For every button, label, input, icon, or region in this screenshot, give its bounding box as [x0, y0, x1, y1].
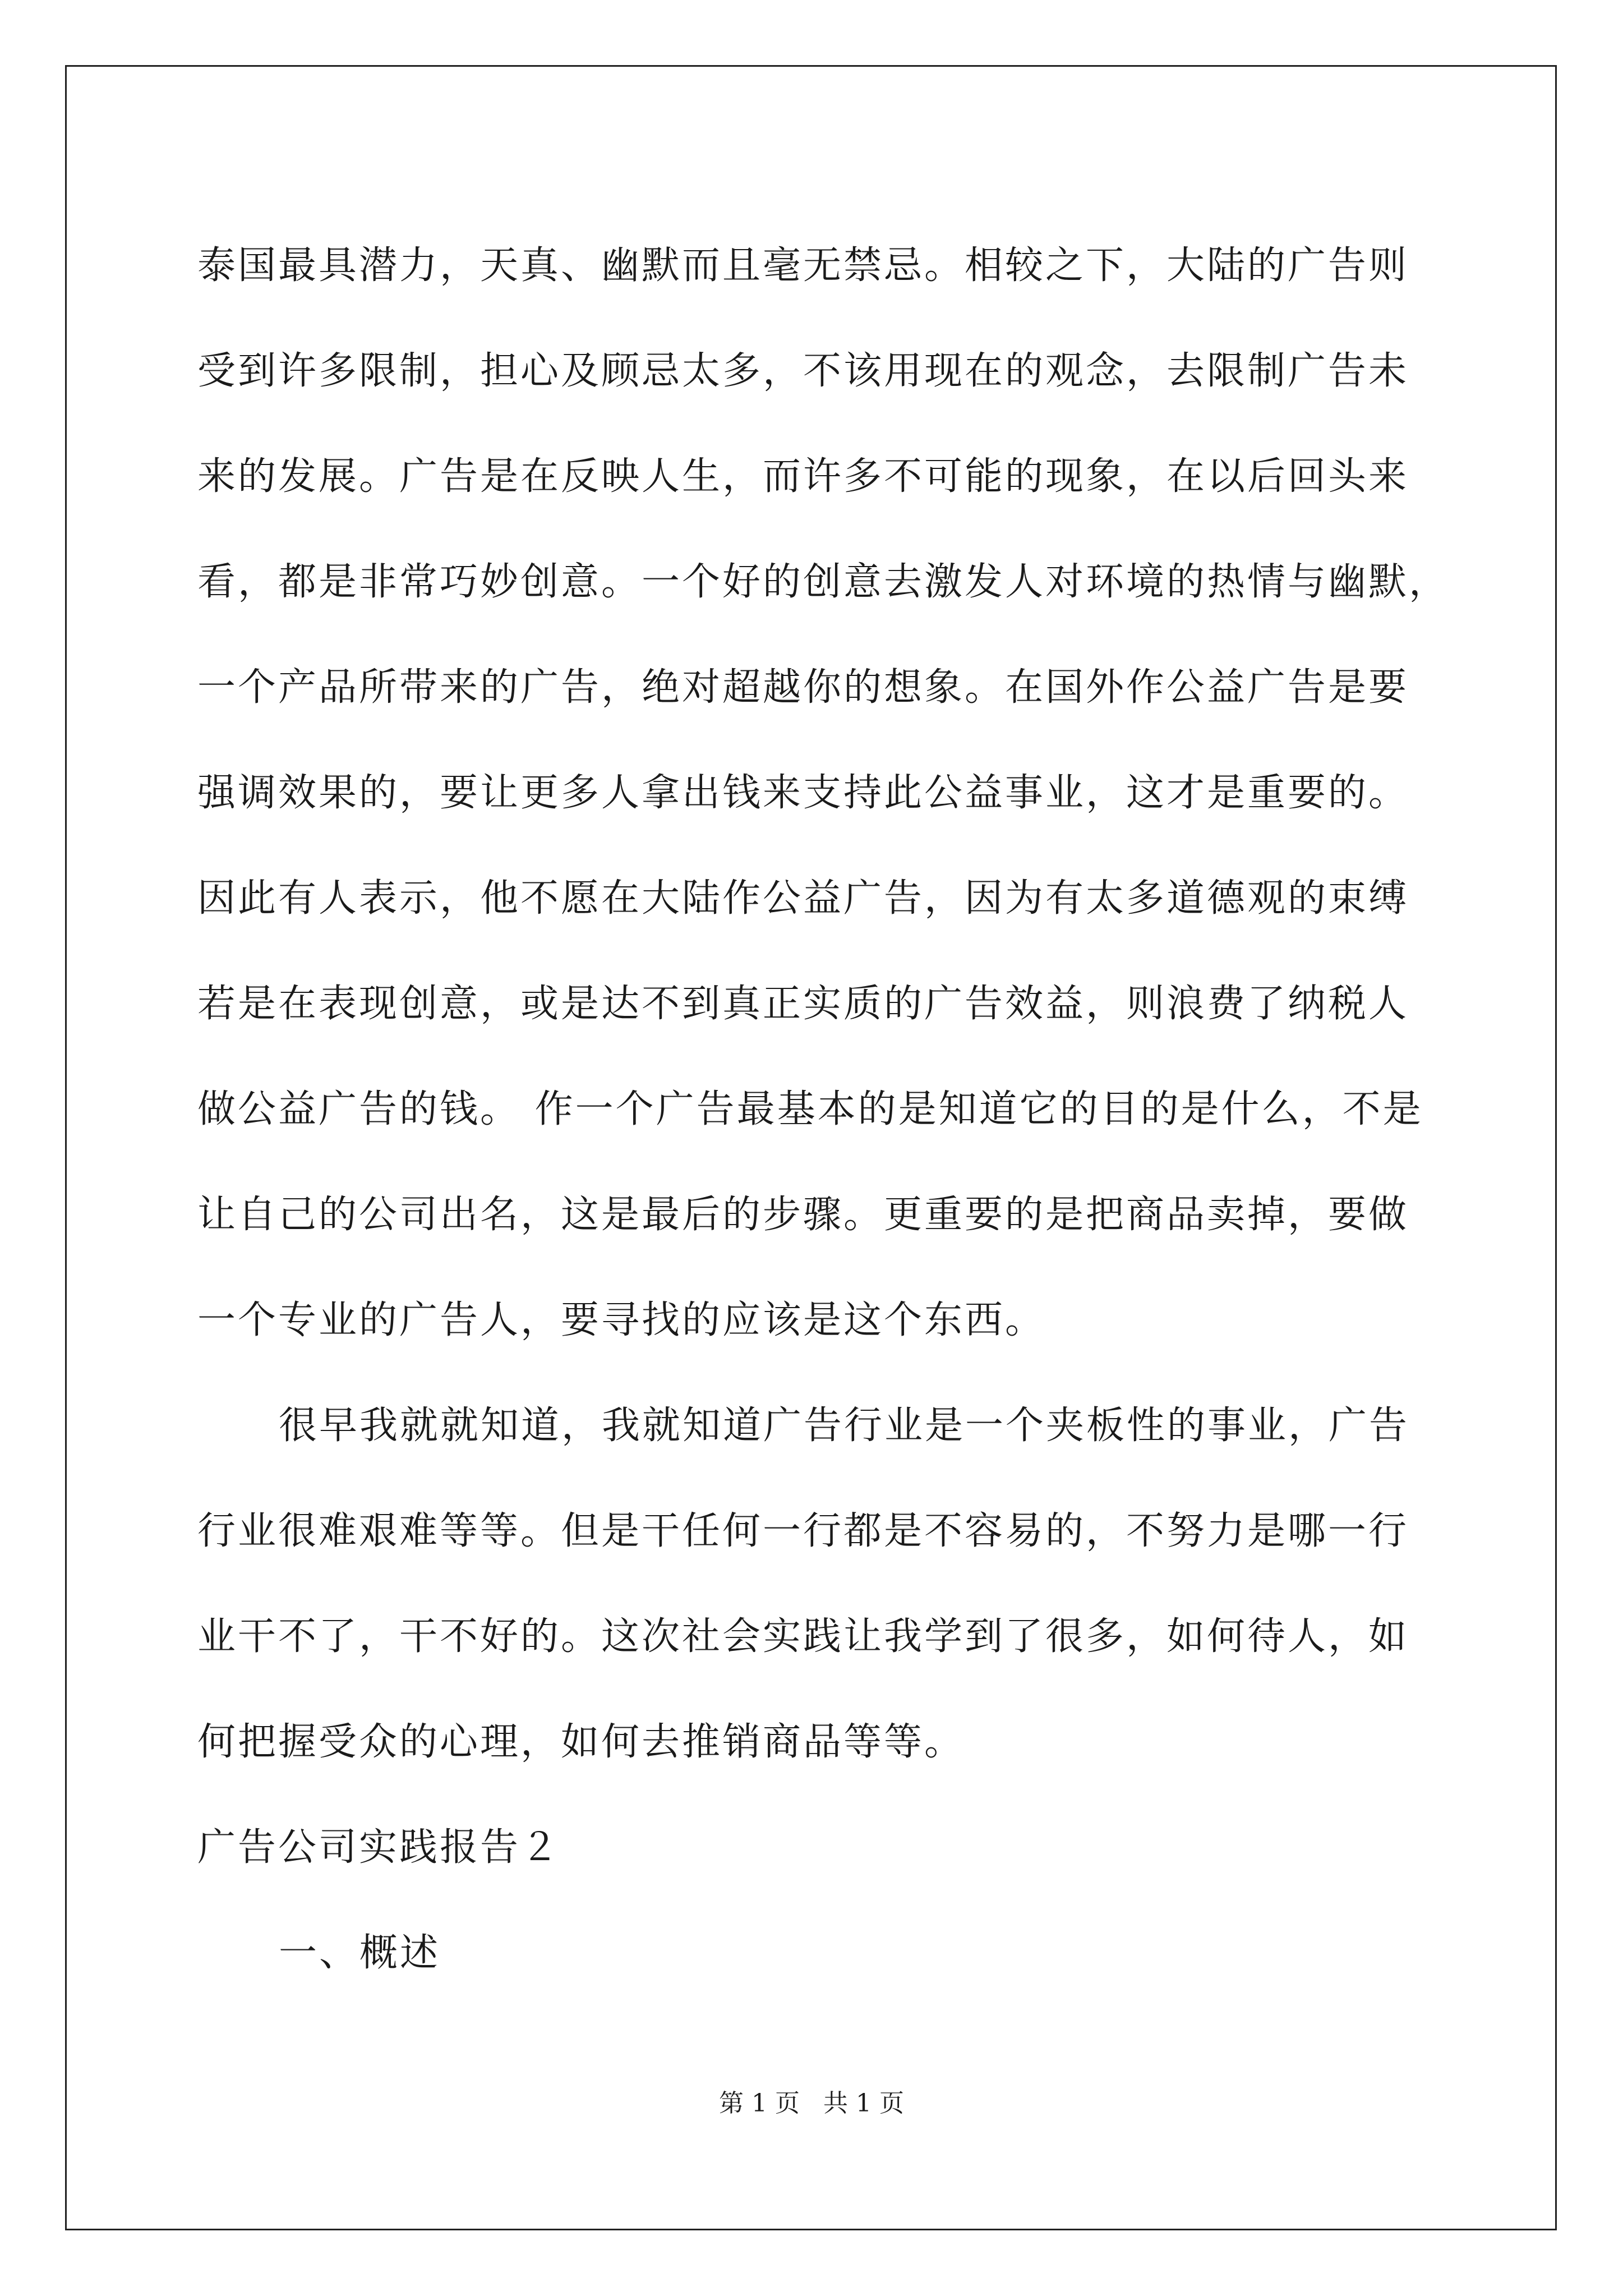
text-line: 来的发展。广告是在反映人生，而许多不可能的现象，在以后回头来 [197, 454, 1409, 499]
text-line: 让自己的公司出名，这是最后的步骤。更重要的是把商品卖掉，要做 [197, 1193, 1409, 1237]
text-line: 一个专业的广告人，要寻找的应该是这个东西。 [197, 1298, 1046, 1342]
subsection-title: 一、概述 [279, 1931, 441, 1975]
text-line: 若是在表现创意，或是达不到真正实质的广告效益，则浪费了纳税人 [197, 982, 1409, 1026]
text-line: 很早我就就知道，我就知道广告行业是一个夹板性的事业，广告 [279, 1404, 1410, 1448]
text-line: 做公益广告的钱。 作一个广告最基本的是知道它的目的是什么，不是 [197, 1087, 1423, 1131]
text-line: 行业很难艰难等等。但是干任何一行都是不容易的，不努力是哪一行 [197, 1509, 1409, 1553]
text-line: 泰国最具潜力，天真、幽默而且毫无禁忌。相较之下，大陆的广告则 [197, 243, 1409, 288]
section-title: 广告公司实践报告２ [197, 1825, 561, 1870]
text-line: 因此有人表示，他不愿在大陆作公益广告，因为有太多道德观的束缚 [197, 876, 1409, 921]
text-line: 一个产品所带来的广告，绝对超越你的想象。在国外作公益广告是要 [197, 665, 1409, 710]
paragraph-1 [197, 213, 1450, 1373]
text-line: 强调效果的，要让更多人拿出钱来支持此公益事业，这才是重要的。 [197, 771, 1409, 815]
text-line: 何把握受众的心理，如何去推销商品等等。 [197, 1720, 965, 1764]
paragraph-2 [197, 1373, 1431, 1795]
page-footer: 第 1 页 共 1 页 [719, 2089, 904, 2118]
text-line: 看，都是非常巧妙创意。一个好的创意去激发人对环境的热情与幽默， [197, 560, 1450, 604]
document-body [197, 213, 1450, 2006]
text-line: 业干不了，干不好的。这次社会实践让我学到了很多，如何待人，如 [197, 1614, 1409, 1659]
text-line: 受到许多限制，担心及顾忌太多，不该用现在的观念，去限制广告未 [197, 349, 1409, 393]
